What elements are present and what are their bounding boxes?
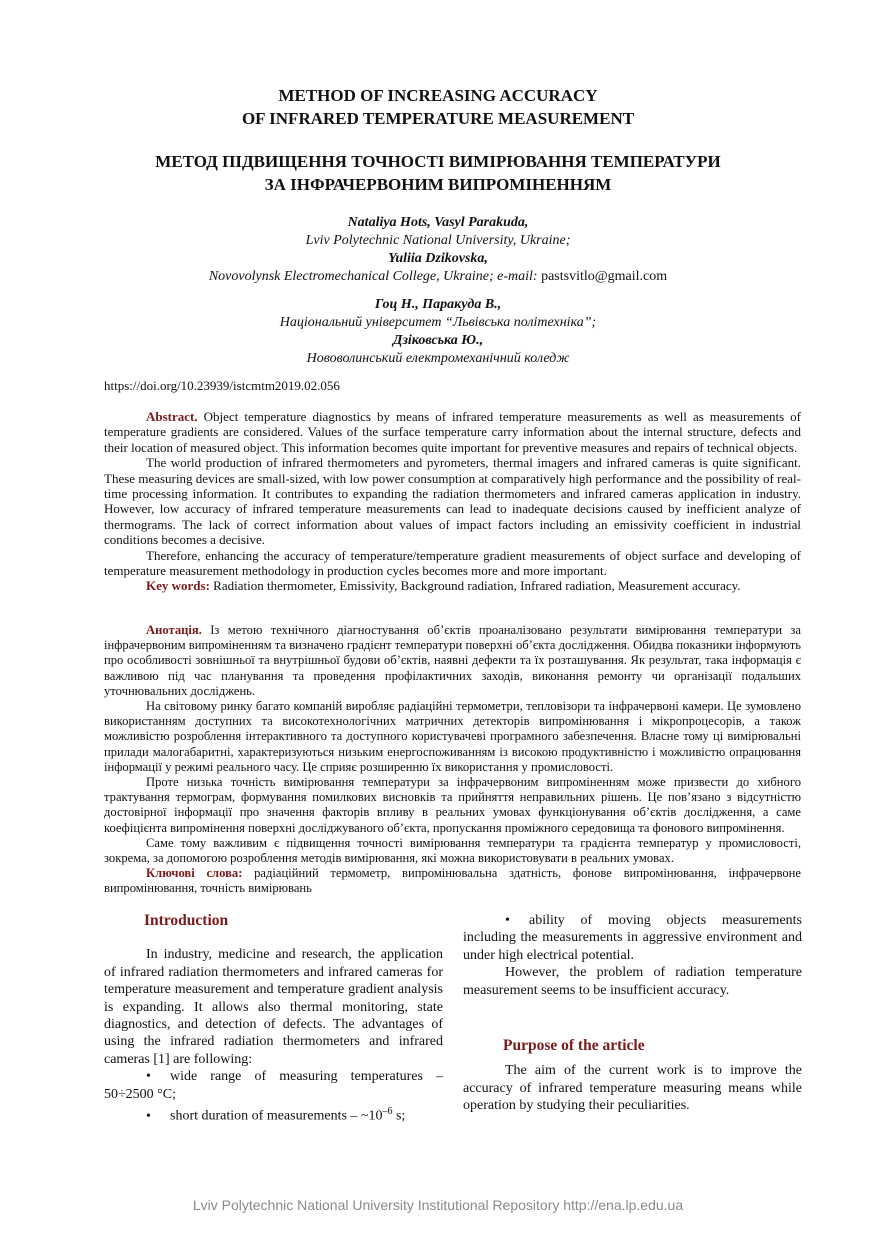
abstract-ukrainian [104,623,801,897]
author-names-ua-1: Гоц Н., Паракуда В., [374,297,502,312]
author-affiliation-ua-1: Національний університет “Львівська політехніка”; [279,315,597,330]
purpose-heading: Purpose of the article [503,1037,645,1055]
abstract-text-1: Object temperature diagnostics by means of infrared temperature measurements as well as measurements of temperature gradients are considered. Values of the surface temperature carry information about the internal structure, defects and their location of measured object. This information becomes quite important for preventive measures and repairs of technical objects. [104,409,801,455]
author-affiliation-2-line [0,268,876,286]
bullet-text-3: ability of moving objects measurements including the measurements in aggressive environment and under high electrical potential. [463,913,802,963]
bullet-text-2-unit: s; [392,1108,406,1124]
abstract-paragraph-2: The world production of infrared thermometers and pyrometers, thermal imagers and infrared cameras is quite significant. These measuring devices are small-sized, with low power consumption at comparatively high performance and the possibility of real-time processing information. It contributes to expanding the radiation thermometers and infrared cameras application in industry. However, low accuracy of infrared temperature measurements can lead to inadequate decisions caused by inefficient analyze of thermograms. The lack of correct information about values of impact factors including an emissivity coefficient in industrial conditions becomes a decisive. [104,455,801,548]
introduction-paragraph-2: However, the problem of radiation temperature measurement seems to be insufficient accuracy. [463,965,802,998]
author-names-2: Yuliia Dzikovska, [388,251,488,266]
bullet-item-3 [463,912,802,964]
purpose-paragraph-1: The aim of the current work is to improve the accuracy of infrared temperature measuring means while operation by studying their peculiarities. [463,1063,802,1114]
keywords-label: Key words: [146,578,210,594]
bullet-symbol: • [146,1069,151,1085]
bullet-item-2 [104,1103,443,1125]
bullet-text-1: wide range of measuring temperatures – 50÷2500 °C; [104,1069,443,1102]
title-english-line-1: METHOD OF INCREASING ACCURACY [278,86,598,105]
keywords-ua-text: радіаційний термометр, випромінювальна здатність, фонове випромінювання, інфрачервоне випромінювання, точність вимірювань [104,866,801,896]
author-affiliation-2: Novovolynsk Electromechanical College, Ukraine; e-mail: [208,269,538,284]
anotation-paragraph-2: На світовому ринку багато компаній виробляє радіаційні термометри, тепловізори та інфрачервоні камери. Це зумовлено використанням доступних та високотехнологічних матричних детекторів випромінювання і мікропроцесорів, а також можливістю розроблення інтерактивного та доступного користувачеві програмного забезпечення. Власне тому ці вимірювальні прилади малогабаритні, характеризуються низьким енергоспоживанням із високою продуктивністю і можливістю опрацювання інформації у режимі реального часу. Це сприяє розширенню їх використання у промисловості. [104,699,801,774]
anotation-text-1: Із метою технічного діагностування об’єктів проаналізовано результати вимірювання температури за інфрачервоним випроміненням та визначено градієнт температури поверхні об’єкта дослідження. Обидва показники інформують про особливості зовнішньої та внутрішньої будови об’єктів, наявні дефекти та їх розташування. Як результат, така інформація є важливою під час планування та проведення профілактичних заходів, виконання ремонту чи організації подальших уточнювальних досліджень. [104,623,801,698]
author-affiliation-ua-2: Нововолинський електромеханічний коледж [306,351,570,366]
abstract-paragraph-1 [104,409,801,455]
author-affiliation-1: Lviv Polytechnic National University, Ukraine; [305,233,571,248]
keywords-ukrainian [104,866,801,896]
abstract-english [104,409,801,594]
authors-english [0,214,876,286]
title-ukrainian-line-2: ЗА ІНФРАЧЕРВОНИМ ВИПРОМІНЕННЯМ [264,175,612,194]
repository-footer: Lviv Polytechnic National University Institutional Repository http://ena.lp.edu.ua [192,1197,684,1213]
bullet-text-2: short duration of measurements – ~10 [170,1108,383,1124]
abstract-label: Abstract. [146,409,198,424]
column-left [104,912,443,1125]
doi-link[interactable]: https://doi.org/10.23939/istcmtm2019.02.056 [104,378,340,393]
introduction-heading: Introduction [144,912,229,929]
introduction-paragraph-1: In industry, medicine and research, the application of infrared radiation thermometers and infrared cameras for temperature measurement and temperature gradient analysis is expanding. It allows also thermal monitoring, state diagnostics, and detection of defects. The advantages of using the infrared radiation thermometers and infrared cameras [1] are following: [104,947,443,1067]
bullet-text-2-exponent: –6 [382,1106,393,1118]
author-names-1: Nataliya Hots, Vasyl Parakuda, [347,215,529,230]
authors-ukrainian [0,296,876,368]
anotation-paragraph-1 [104,623,801,699]
title-english-line-2: OF INFRARED TEMPERATURE MEASUREMENT [241,109,635,128]
bullet-symbol: • [505,913,510,928]
anotation-paragraph-4: Саме тому важливим є підвищення точності вимірювання температури та градієнта температур у промисловості, зокрема, за допомогою розроблення методів вимірювання, які можна використовувати в реальних умовах. [104,835,801,866]
column-right [463,912,802,1115]
title-ukrainian-line-1: МЕТОД ПІДВИЩЕННЯ ТОЧНОСТІ ВИМІРЮВАННЯ ТЕМПЕРАТУРИ [155,152,721,171]
anotation-label: Анотація. [146,623,202,637]
abstract-paragraph-3: Therefore, enhancing the accuracy of temperature/temperature gradient measurements of object surface and developing of temperature measurement methodology in production cycles becomes more and more important. [104,547,801,579]
title-english [0,84,876,130]
title-ukrainian [0,150,876,196]
bullet-symbol: • [146,1108,151,1124]
bullet-item-1 [104,1068,443,1103]
keywords-text: Radiation thermometer, Emissivity, Background radiation, Infrared radiation, Measurement accuracy. [213,578,741,594]
anotation-paragraph-3: Проте низька точність вимірювання температури за інфрачервоним випроміненням може призвести до хибного трактування термограм, формування помилкових висновків та прийняття неправильних рішень. Це пов’язано з відсутністю достовірної інформації про значення факторів впливу в реальних умовах функціонування об’єктів дослідження, а саме коефіцієнта випромінення поверхні досліджуваного об’єкта, пропускання проміжного середовища та фонового випромінення. [104,775,801,835]
author-email[interactable]: pastsvitlo@gmail.com [541,269,668,284]
author-names-ua-2: Дзіковська Ю., [392,333,484,348]
keywords-english [104,578,801,593]
keywords-ua-label: Ключові слова: [146,866,243,881]
